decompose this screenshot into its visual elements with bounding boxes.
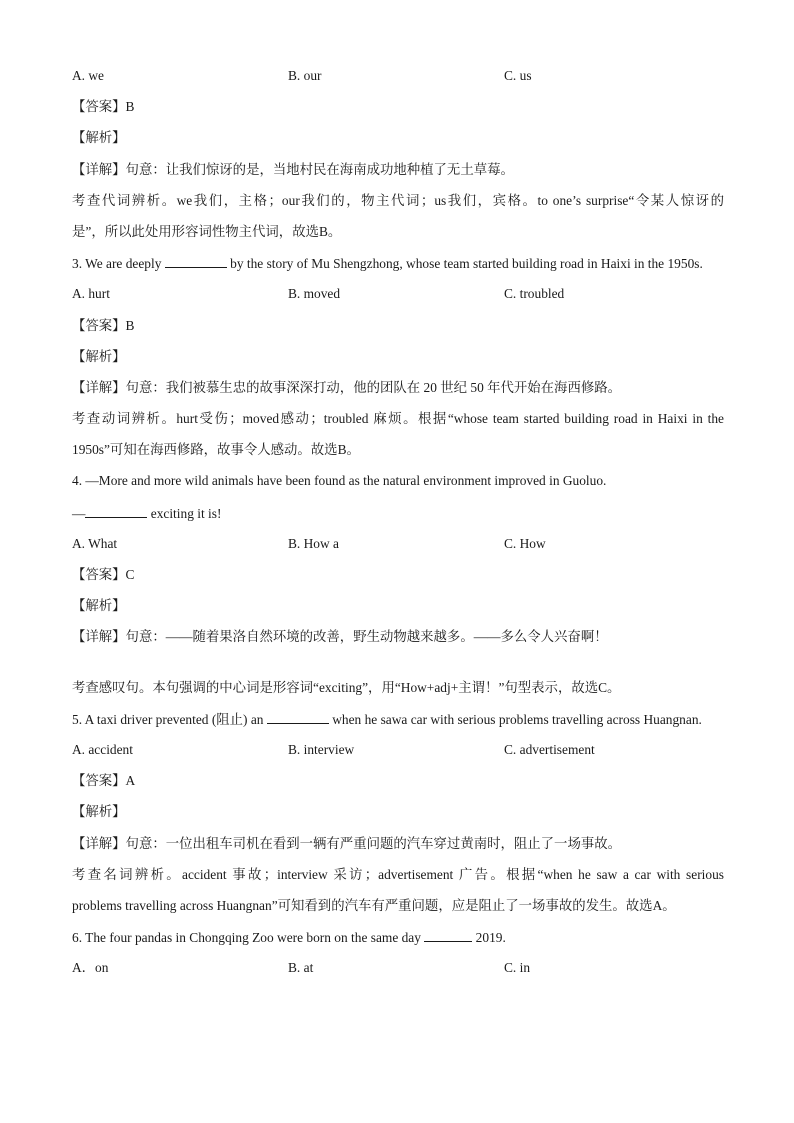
q5-stem-before-blank: 5. A taxi driver prevented (阻止) an [72, 711, 264, 727]
option-c: C. How [504, 535, 546, 551]
q4-answer: 【答案】C [72, 567, 135, 582]
q3-answer-blank [165, 253, 227, 268]
q2-answer: 【答案】B [72, 99, 135, 115]
q3-explanation-line2: 1950s”可知在海西修路，故事令人感动。故选B。 [72, 442, 360, 458]
q5-answer-blank [267, 709, 329, 724]
option-c: C. in [504, 960, 531, 976]
q4-answer-blank [85, 503, 147, 518]
option-b: B. our [288, 68, 322, 83]
q6-answer-blank [424, 927, 472, 942]
q2-options [72, 66, 724, 97]
q3-stem-before-blank: 3. We are deeply [72, 256, 162, 272]
q3-stem [72, 253, 724, 284]
q3-stem-after-blank: by the story of Mu Shengzhong, whose team started building road in Haixi in the 1950s. [230, 256, 703, 272]
option-b: B. moved [288, 286, 341, 302]
q4-detail: 【详解】句意：——随着果洛自然环境的改善，野生动物越来越多。——多么令人兴奋啊！ [72, 629, 608, 645]
option-c: C. us [504, 68, 532, 83]
q5-explanation-line2: problems travelling across Huangnan”可知看到的汽车有严重问题，应是阻止了一场事故的发生。故选A。 [72, 897, 676, 913]
q3-explanation-line1: 考查动词辨析。hurt受伤；moved感动；troubled 麻烦。根据“whose team started building road in Haixi in the [72, 411, 724, 427]
q6-stem-after-blank: 2019. [475, 930, 506, 946]
option-c: C. advertisement [504, 741, 595, 757]
option-a: A. hurt [72, 286, 110, 302]
spacer [72, 659, 724, 678]
option-a: A. What [72, 535, 118, 551]
question-document [72, 66, 724, 989]
q3-options [72, 284, 724, 315]
q5-answer: 【答案】A [72, 773, 136, 789]
q4-stem-reply [72, 503, 724, 534]
q4-dash: — [72, 505, 86, 521]
q6-options [72, 958, 724, 989]
option-a: A．on [72, 960, 109, 976]
option-c: C. troubled [504, 286, 565, 302]
q2-explanation-line1: 考查代词辨析。we我们，主格；our我们的，物主代词；us我们，宾格。to one’s surprise“令某人惊讶的 [72, 192, 724, 208]
q5-explanation-line1: 考查名词辨析。accident 事故；interview 采访；advertisement 广告。根据“when he saw a car with serious [72, 866, 724, 882]
q5-analysis-heading: 【解析】 [72, 804, 126, 820]
option-b: B. How a [288, 535, 339, 551]
q5-detail: 【详解】句意：一位出租车司机在看到一辆有严重问题的汽车穿过黄南时，阻止了一场事故。 [72, 835, 622, 851]
q6-stem-before-blank: 6. The four pandas in Chongqing Zoo were born on the same day [72, 930, 421, 946]
option-a: A. accident [72, 741, 133, 757]
q4-options [72, 534, 724, 565]
option-a: A. we [72, 68, 104, 83]
q4-explanation: 考查感叹句。本句强调的中心词是形容词“exciting”，用“How+adj+主谓！”句型表示，故选C。 [72, 679, 621, 695]
q3-detail: 【详解】句意：我们被慕生忠的故事深深打动，他的团队在 20 世纪 50 年代开始在海西修路。 [72, 379, 622, 395]
q4-stem: 4. —More and more wild animals have been found as the natural environment improved in Guoluo. [72, 473, 607, 489]
q5-stem [72, 709, 724, 740]
q2-analysis-heading: 【解析】 [72, 130, 126, 146]
q3-answer: 【答案】B [72, 317, 135, 333]
q5-options [72, 740, 724, 771]
q4-analysis-heading: 【解析】 [72, 598, 126, 614]
q5-stem-after-blank: when he sawa car with serious problems travelling across Huangnan. [332, 711, 702, 727]
q2-explanation-line2: 是”，所以此处用形容词性物主代词，故选B。 [72, 223, 342, 239]
q6-stem [72, 927, 724, 958]
option-b: B. interview [288, 741, 355, 757]
q4-reply-after-blank: exciting it is! [150, 505, 222, 521]
q2-detail: 【详解】句意：让我们惊讶的是，当地村民在海南成功地种植了无土草莓。 [72, 161, 514, 177]
option-b: B. at [288, 960, 314, 976]
q3-analysis-heading: 【解析】 [72, 348, 126, 364]
